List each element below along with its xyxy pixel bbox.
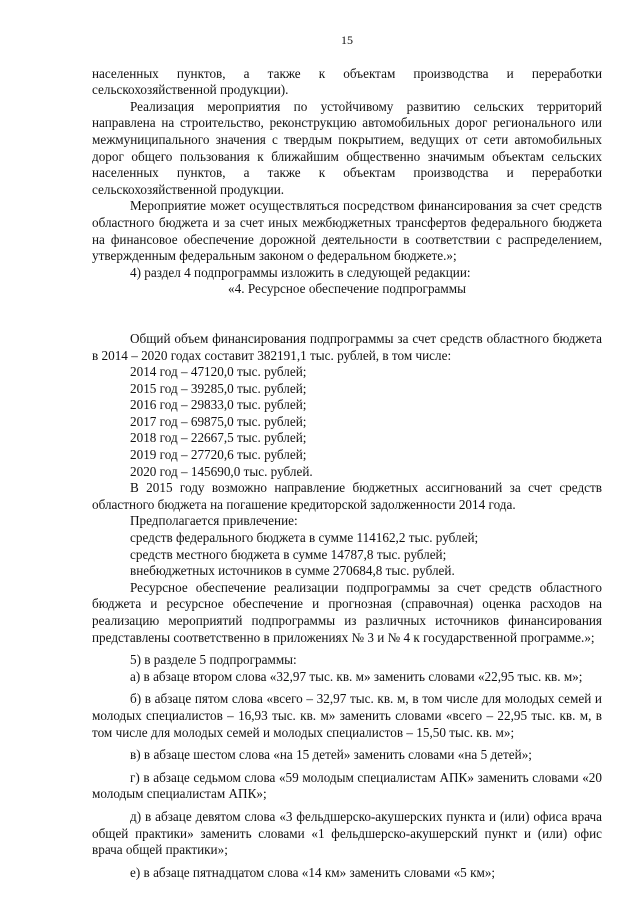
amendment-item: е) в абзаце пятнадцатом слова «14 км» заменить словами «5 км»;	[130, 864, 496, 880]
attraction-item: внебюджетных источников в сумме 270684,8 тыс. рублей.	[130, 563, 455, 579]
attraction-item: средств местного бюджета в сумме 14787,8 тыс. рублей;	[130, 546, 447, 562]
amendment-item: г) в абзаце седьмом слова «59 молодым специалистам АПК» заменить словами «20 молодым специалистам АПК»;	[92, 769, 602, 802]
paragraph-total-funding: Общий объем финансирования подпрограммы за счет средств областного бюджета в 2014 – 2020 годах составит 382191,1 тыс. рублей, в том числе:	[92, 330, 602, 363]
paragraph-2015: В 2015 году возможно направление бюджетных ассигнований за счет средств областного бюджета на погашение кредиторской задолженности 2014 года.	[92, 480, 602, 512]
paragraph-roads: Реализация мероприятия по устойчивому развитию сельских территорий направлена на строительство, реконструкцию автомобильных дорог регионального или межмуниципального значения с твердым покрытием, ведущих от сети автомобильных дорог общего пользования к ближайшим общественно значимым объектам сельских населенных пунктов, а также к объектам производства и переработки сельскохозяйственной продукции.	[92, 98, 602, 197]
year-item: 2017 год – 69875,0 тыс. рублей;	[130, 413, 307, 429]
attraction-item: средств федерального бюджета в сумме 114162,2 тыс. рублей;	[130, 530, 479, 546]
amendment-item: д) в абзаце девятом слова «3 фельдшерско-акушерских пункта и (или) офиса врача общей практики» заменить словами «1 фельдшерско-акушерский пункт и (или) офис врача общей практики»;	[92, 808, 602, 858]
section5-heading: 5) в разделе 5 подпрограммы:	[130, 652, 297, 668]
year-item: 2015 год – 39285,0 тыс. рублей;	[130, 380, 307, 396]
attraction-heading: Предполагается привлечение:	[130, 513, 298, 529]
year-item: 2016 год – 29833,0 тыс. рублей;	[130, 397, 307, 413]
paragraph-resource: Ресурсное обеспечение реализации подпрограммы за счет средств областного бюджета и ресурсное обеспечение и прогнозная (справочная) оценка расходов на реализацию мероприятий подпрограммы из различных источников финансирования представлены соответственно в приложениях № 3 и № 4 к государственной программе.»;	[92, 579, 602, 645]
year-item: 2020 год – 145690,0 тыс. рублей.	[130, 463, 313, 479]
amendment-item: а) в абзаце втором слова «32,97 тыс. кв. м» заменить словами «22,95 тыс. кв. м»;	[130, 668, 583, 684]
paragraph-financing: Мероприятие может осуществляться посредством финансирования за счет средств областного бюджета и за счет иных межбюджетных трансфертов федерального бюджета на финансовое обеспечение дорожной деятельности в соответствии с распределением, утвержденным федеральным законом о федеральном бюджете.»;	[92, 198, 602, 264]
year-item: 2014 год – 47120,0 тыс. рублей;	[130, 364, 307, 380]
amendments-list	[92, 669, 602, 882]
section-heading: «4. Ресурсное обеспечение подпрограммы	[228, 281, 466, 297]
amendment-item: в) в абзаце шестом слова «на 15 детей» заменить словами «на 5 детей»;	[130, 747, 532, 763]
yearly-funding-list	[92, 364, 602, 480]
year-item: 2019 год – 27720,6 тыс. рублей;	[130, 447, 307, 463]
amendment-item: б) в абзаце пятом слова «всего – 32,97 тыс. кв. м, в том числе для молодых семей и молодых специалистов – 16,93 тыс. кв. м» заменить словами «всего – 22,95 тыс. кв. м, в том числе для молодых семей и молодых специалистов – 15,50 тыс. кв. м»;	[92, 691, 602, 740]
paragraph-section4-intro: 4) раздел 4 подпрограммы изложить в следующей редакции:	[130, 264, 471, 280]
attraction-list	[92, 530, 602, 580]
year-item: 2018 год – 22667,5 тыс. рублей;	[130, 430, 307, 446]
page-number: 15	[341, 33, 353, 47]
paragraph-continuation: населенных пунктов, а также к объектам производства и переработки сельскохозяйственной продукции).	[92, 65, 602, 98]
